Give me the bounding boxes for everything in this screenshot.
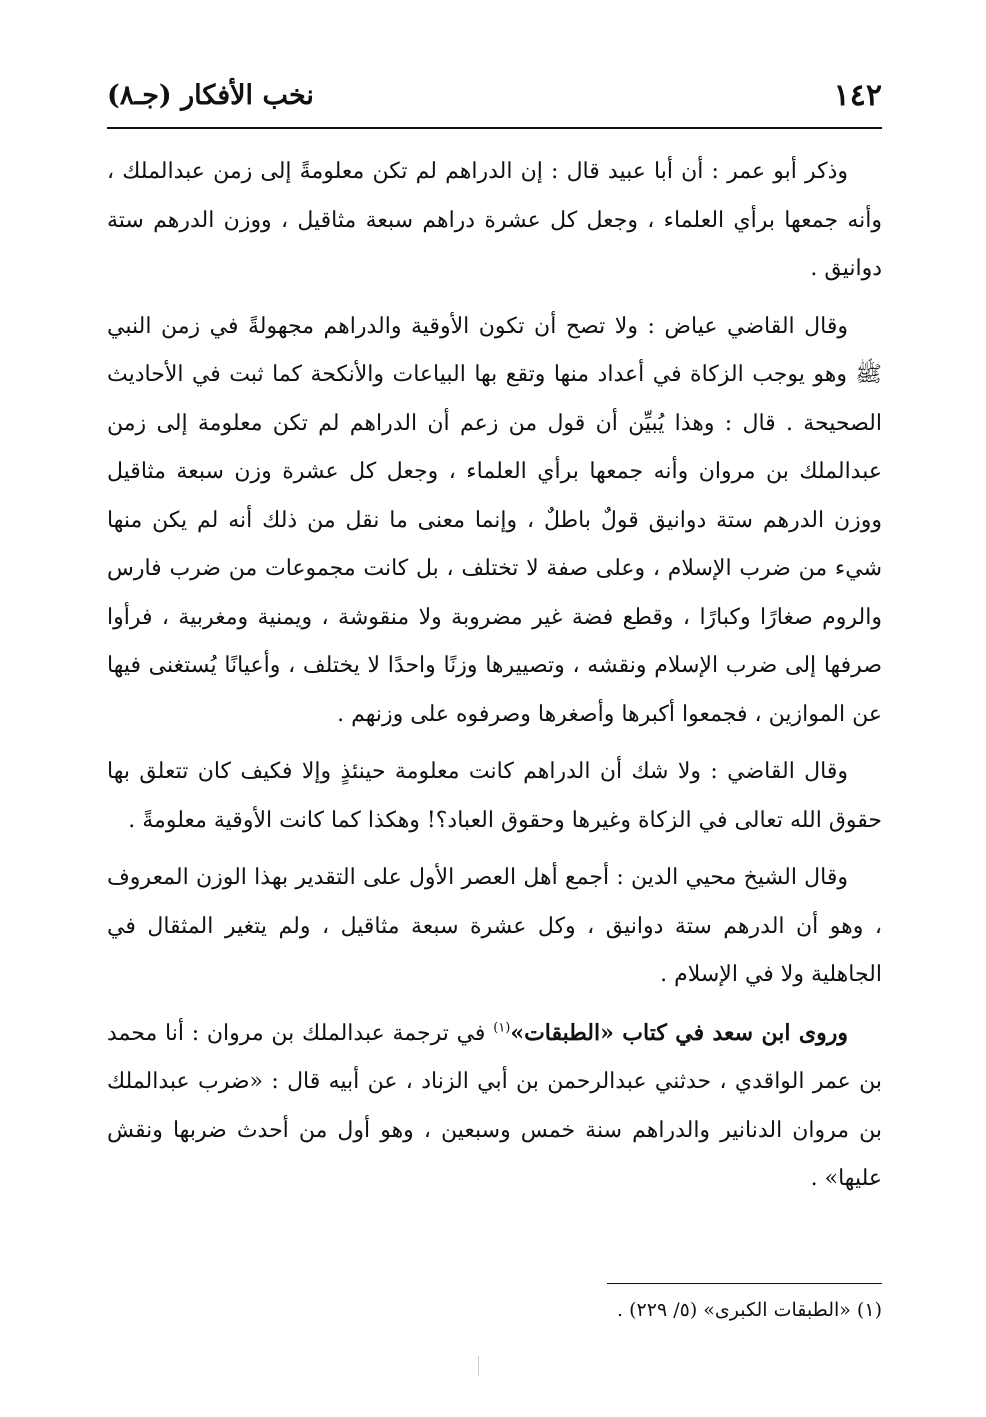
paragraph: وذكر أبو عمر : أن أبا عبيد قال : إن الدراهم لم تكن معلومةً إلى زمن عبدالملك ، وأنه جمعها برأي العلماء ، وجعل كل عشرة دراهم سبعة مثاقيل ، ووزن الدرهم ستة دوانيق . xyxy=(107,159,882,281)
footnote-rule xyxy=(607,1283,882,1284)
scan-mark xyxy=(478,1356,479,1376)
footnote: (١) «الطبقات الكبرى» (٥/ ٢٢٩) . xyxy=(617,1299,882,1321)
running-title: نخب الأفكار (جـ٨) xyxy=(107,80,314,111)
body-text xyxy=(107,148,882,1204)
paragraph: وقال الشيخ محيي الدين : أجمع أهل العصر الأول على التقدير بهذا الوزن المعروف ، وهو أن الدرهم ستة دوانيق ، وكل عشرة سبعة مثاقيل ، ولم يتغير المثقال في الجاهلية ولا في الإسلام . xyxy=(107,865,882,987)
header-rule xyxy=(107,127,882,129)
page-number: ١٤٢ xyxy=(833,78,882,113)
bold-lead: وروى ابن سعد في كتاب «الطبقات» xyxy=(510,1019,848,1046)
page-header xyxy=(107,78,882,122)
paragraph: وقال القاضي عياض : ولا تصح أن تكون الأوقية والدراهم مجهولةً في زمن النبي ﷺ وهو يوجب الزكاة في أعداد منها وتقع بها البياعات والأنكحة كما ثبت في الأحاديث الصحيحة . قال : وهذا يُبيِّن أن قول من زعم أن الدراهم لم تكن معلومة إلى زمن عبدالملك بن مروان وأنه جمعها برأي العلماء ، وجعل كل عشرة وزن سبعة مثاقيل ووزن الدرهم ستة دوانيق قولٌ باطلٌ ، وإنما معنى ما نقل من ذلك أنه لم يكن منها شيء من ضرب الإسلام ، وعلى صفة لا تختلف ، بل كانت مجموعات من ضرب فارس والروم صغارًا وكبارًا ، وقطع فضة غير مضروبة ولا منقوشة ، ويمنية ومغربية ، فرأوا صرفها إلى ضرب الإسلام ونقشه ، وتصييرها وزنًا واحدًا لا يختلف ، وأعيانًا يُستغنى فيها عن الموازين ، فجمعوا أكبرها وأصغرها وصرفوه على وزنهم . xyxy=(107,313,882,727)
paragraph: وقال القاضي : ولا شك أن الدراهم كانت معلومة حينئذٍ وإلا فكيف كان تتعلق بها حقوق الله تعالى في الزكاة وغيرها وحقوق العباد؟! وهكذا كما كانت الأوقية معلومةً . xyxy=(107,759,882,833)
footnote-reference: (١) xyxy=(493,1020,511,1036)
paragraph-ibn-saad xyxy=(107,1009,882,1204)
paragraph-rest: في ترجمة عبدالملك بن مروان : أنا محمد بن عمر الواقدي ، حدثني عبدالرحمن بن أبي الزناد ، عن أبيه قال : «ضرب عبدالملك بن مروان الدنانير والدراهم سنة خمس وسبعين ، وهو أول من أحدث ضربها ونقش عليها» . xyxy=(107,1020,882,1191)
